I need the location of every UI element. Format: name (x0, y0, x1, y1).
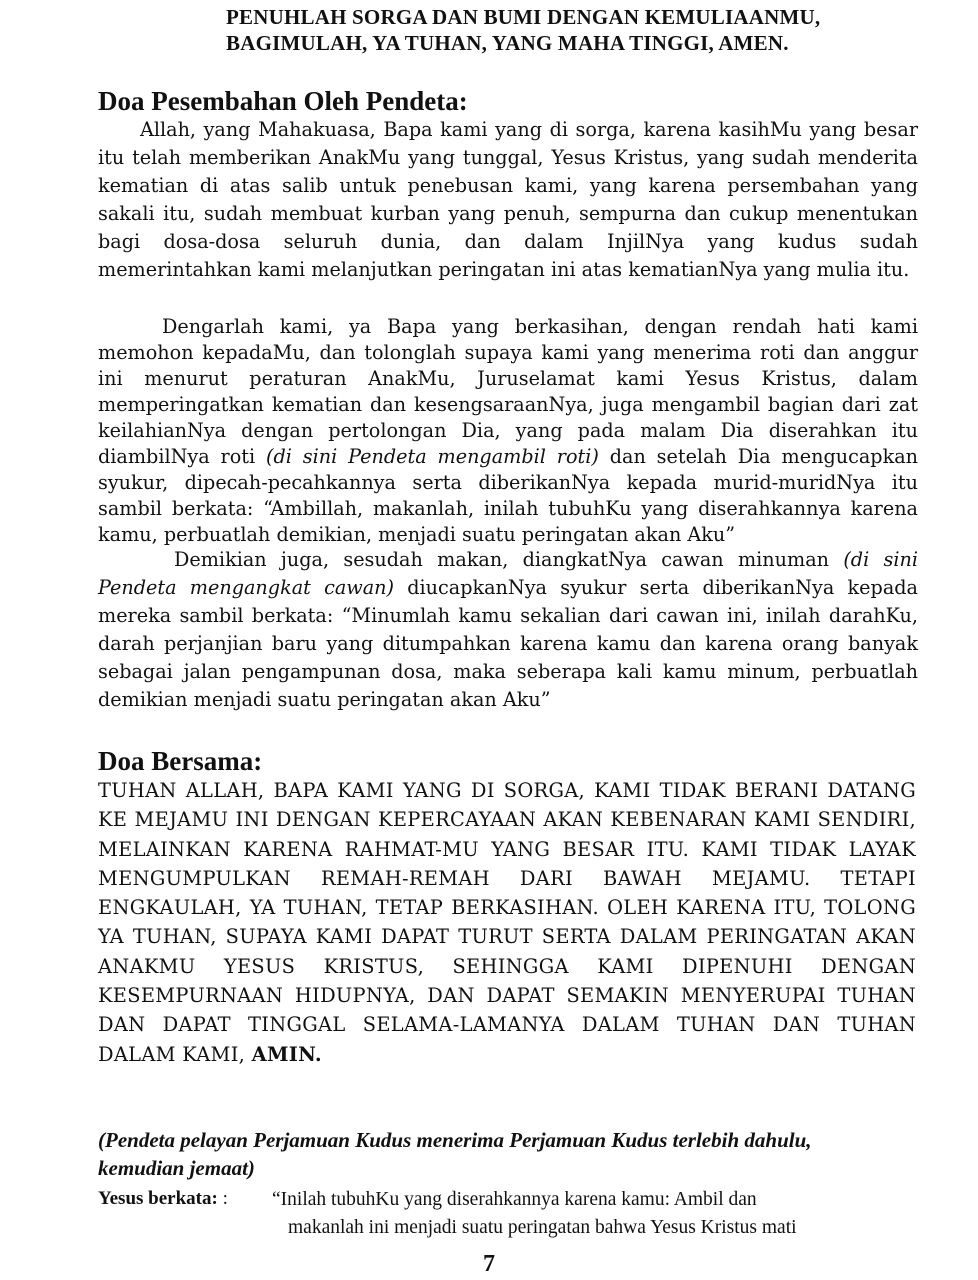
closing-doxology (226, 4, 926, 56)
offertory-heading: Doa Pesembahan Oleh Pendeta: (98, 86, 468, 116)
rubric-cup: (di sini Pendeta mengangkat cawan) (98, 548, 918, 599)
speaker-label: Yesus berkata: (98, 1188, 218, 1209)
closing-line-1: PENUHLAH SORGA DAN BUMI DENGAN KEMULIAANMU, (226, 5, 821, 29)
common-prayer-text (98, 776, 916, 1069)
quote-line-1: “Inilah tubuhKu yang diserahkannya karena kamu: Ambil dan (272, 1189, 757, 1210)
paragraph-3-text-b: diucapkanNya syukur serta diberikanNya kepada mereka sambil berkata: “Minumlah kamu sekalian dari cawan ini, inilah darahKu, darah perjanjian baru yang ditumpahkan karena kamu dan karena orang banyak sebagai jalan pengampunan dosa, maka seberapa kali kamu minum, perbuatlah demikian menjadi suatu peringatan akan Aku” (98, 576, 918, 711)
closing-line-2: BAGIMULAH, YA TUHAN, YANG MAHA TINGGI, AMEN. (226, 31, 789, 55)
communion-rubric: (Pendeta pelayan Perjamuan Kudus menerima Perjamuan Kudus terlebih dahulu, kemudian jemaat) (98, 1128, 812, 1180)
paragraph-2-text-b: dan setelah Dia mengucapkan syukur, dipecah-pecahkannya serta diberikanNya kepada murid-muridNya itu sambil berkata: “Ambillah, makanlah, inilah tubuhKu yang diserahkannya karena kamu, perbuatlah demikian, menjadi suatu peringatan akan Aku” (98, 445, 918, 546)
quote-line-2: makanlah ini menjadi suatu peringatan bahwa Yesus Kristus mati (288, 1217, 797, 1238)
common-prayer-amen: AMIN. (251, 1042, 322, 1066)
paragraph-2-text-a: Dengarlah kami, ya Bapa yang berkasihan, dengan rendah hati kami memohon kepadaMu, dan tolonglah supaya kami yang menerima roti dan anggur ini menurut peraturan AnakMu, Juruselamat kami Yesus Kristus, dalam memperingatkan kematian dan kesengsaraanNya, juga mengambil bagian dari zat keilahianNya dengan pertolongan Dia, yang pada malam Dia diserahkan itu diambilNya roti (98, 315, 918, 468)
words-of-administration (272, 1186, 932, 1242)
paragraph-3-text-a: Demikian juga, sesudah makan, diangkatNya cawan minuman (174, 548, 829, 571)
common-prayer-heading: Doa Bersama: (98, 746, 263, 776)
offertory-paragraph-1: Allah, yang Mahakuasa, Bapa kami yang di sorga, karena kasihMu yang besar itu telah memberikan AnakMu yang tunggal, Yesus Kristus, yang sudah menderita kematian di atas salib untuk penebusan kami, yang karena persembahan yang sakali itu, sudah membuat kurban yang penuh, sempurna dan cukup menentukan bagi dosa-dosa seluruh dunia, dan dalam InjilNya yang kudus sudah memerintahkan kami melanjutkan peringatan ini atas kematianNya yang mulia itu. (98, 118, 918, 281)
rubric-bread: (di sini Pendeta mengambil roti) (266, 445, 599, 468)
page-number: 7 (483, 1251, 495, 1277)
offertory-paragraph-2 (98, 314, 918, 548)
speaker-colon: : (222, 1188, 228, 1209)
words-speaker (98, 1186, 228, 1212)
offertory-paragraph-3 (98, 546, 918, 714)
common-prayer-body: TUHAN ALLAH, BAPA KAMI YANG DI SORGA, KAMI TIDAK BERANI DATANG KE MEJAMU INI DENGAN KEPERCAYAAN AKAN KEBENARAN KAMI SENDIRI, MELAINKAN KARENA RAHMAT-MU YANG BESAR ITU. KAMI TIDAK LAYAK MENGUMPULKAN REMAH-REMAH DARI BAWAH MEJAMU. TETAPI ENGKAULAH, YA TUHAN, TETAP BERKASIHAN. OLEH KARENA ITU, TOLONG YA TUHAN, SUPAYA KAMI DAPAT TURUT SERTA DALAM PERINGATAN AKAN ANAKMU YESUS KRISTUS, SEHINGGA KAMI DIPENUHI DENGAN KESEMPURNAAN HIDUPNYA, DAN DAPAT SEMAKIN MENYERUPAI TUHAN DAN DAPAT TINGGAL SELAMA-LAMANYA DALAM TUHAN DAN TUHAN DALAM KAMI, (98, 779, 916, 1066)
